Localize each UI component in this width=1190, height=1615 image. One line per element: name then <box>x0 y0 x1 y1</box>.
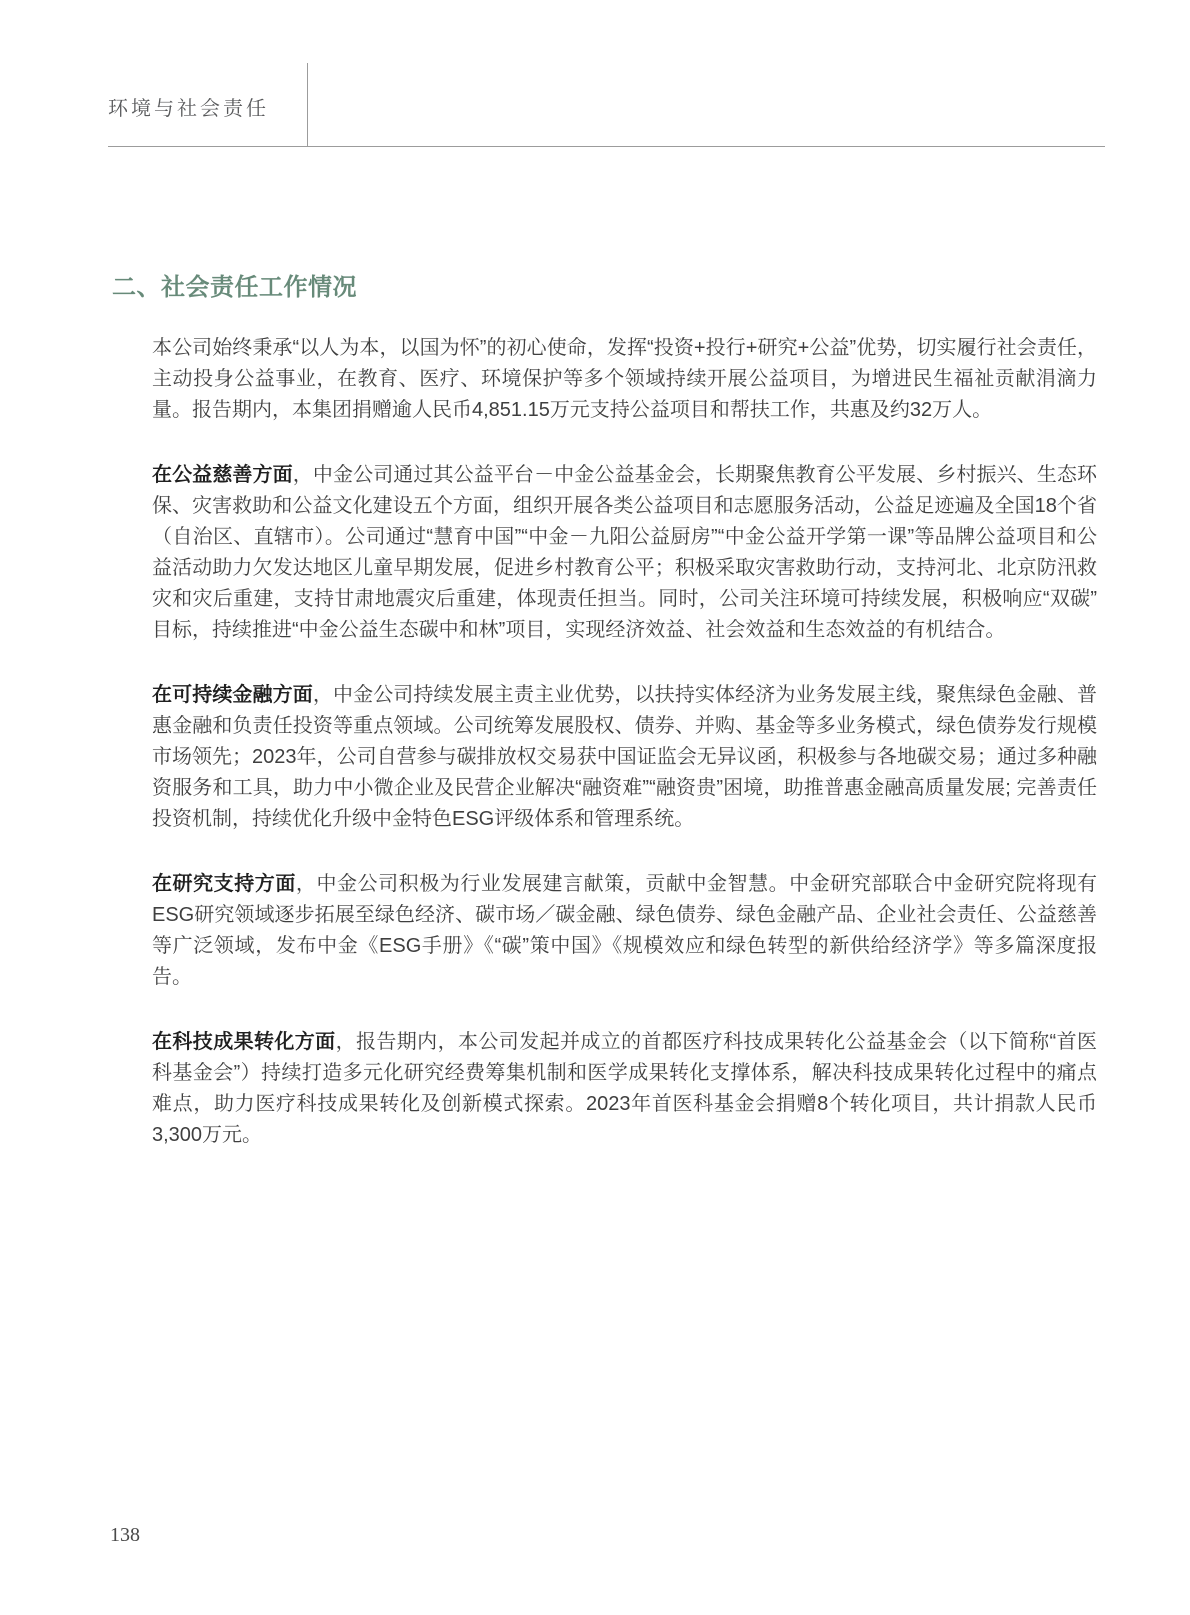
header-horizontal-rule <box>108 146 1105 147</box>
paragraph-lead: 在研究支持方面 <box>152 873 296 895</box>
paragraph-text: 本公司始终秉承“以人为本，以国为怀”的初心使命，发挥“投资+投行+研究+公益”优势，切实履行社会责任，主动投身公益事业，在教育、医疗、环境保护等多个领域持续开展公益项目，为增进民生福祉贡献涓滴力量。报告期内，本集团捐赠逾人民币4,851.15万元支持公益项目和帮扶工作，共惠及约32万人。 <box>152 337 1097 421</box>
paragraph-tech-transfer <box>152 1027 1097 1151</box>
paragraph-text: ，中金公司通过其公益平台－中金公益基金会，长期聚焦教育公平发展、乡村振兴、生态环保、灾害救助和公益文化建设五个方面，组织开展各类公益项目和志愿服务活动，公益足迹遍及全国18个省（自治区、直辖市）。公司通过“慧育中国”“中金－九阳公益厨房”“中金公益开学第一课”等品牌公益项目和公益活动助力欠发达地区儿童早期发展，促进乡村教育公平；积极采取灾害救助行动，支持河北、北京防汛救灾和灾后重建，支持甘肃地震灾后重建，体现责任担当。同时，公司关注环境可持续发展，积极响应“双碳”目标，持续推进“中金公益生态碳中和林”项目，实现经济效益、社会效益和生态效益的有机结合。 <box>152 464 1098 641</box>
paragraph-text: ，中金公司积极为行业发展建言献策，贡献中金智慧。中金研究部联合中金研究院将现有ESG研究领域逐步拓展至绿色经济、碳市场／碳金融、绿色债券、绿色金融产品、企业社会责任、公益慈善等广泛领域，发布中金《ESG手册》《“碳”策中国》《规模效应和绿色转型的新供给经济学》等多篇深度报告。 <box>152 873 1098 988</box>
paragraph-lead: 在可持续金融方面 <box>152 684 313 706</box>
paragraph-research-support <box>152 869 1097 993</box>
paragraph-sustainable-finance <box>152 680 1097 835</box>
paragraph-lead: 在公益慈善方面 <box>152 464 293 486</box>
section-heading: 二、社会责任工作情况 <box>112 274 357 301</box>
header-vertical-divider <box>307 63 308 146</box>
paragraph-charity <box>152 460 1097 646</box>
page-number: 138 <box>110 1524 140 1546</box>
body-text-block <box>152 333 1097 1185</box>
paragraph-intro <box>152 333 1097 426</box>
paragraph-text: ，报告期内，本公司发起并成立的首都医疗科技成果转化公益基金会（以下简称“首医科基金会”）持续打造多元化研究经费筹集机制和医学成果转化支撑体系，解决科技成果转化过程中的痛点难点，助力医疗科技成果转化及创新模式探索。2023年首医科基金会捐赠8个转化项目，共计捐款人民币3,300万元。 <box>152 1031 1097 1146</box>
running-header-title: 环境与社会责任 <box>108 98 269 120</box>
paragraph-text: ，中金公司持续发展主责主业优势，以扶持实体经济为业务发展主线，聚焦绿色金融、普惠金融和负责任投资等重点领域。公司统筹发展股权、债券、并购、基金等多业务模式，绿色债券发行规模市场领先；2023年，公司自营参与碳排放权交易获中国证监会无异议函，积极参与各地碳交易；通过多种融资服务和工具，助力中小微企业及民营企业解决“融资难”“融资贵”困境，助推普惠金融高质量发展; 完善责任投资机制，持续优化升级中金特色ESG评级体系和管理系统。 <box>152 684 1098 830</box>
paragraph-lead: 在科技成果转化方面 <box>152 1031 336 1053</box>
